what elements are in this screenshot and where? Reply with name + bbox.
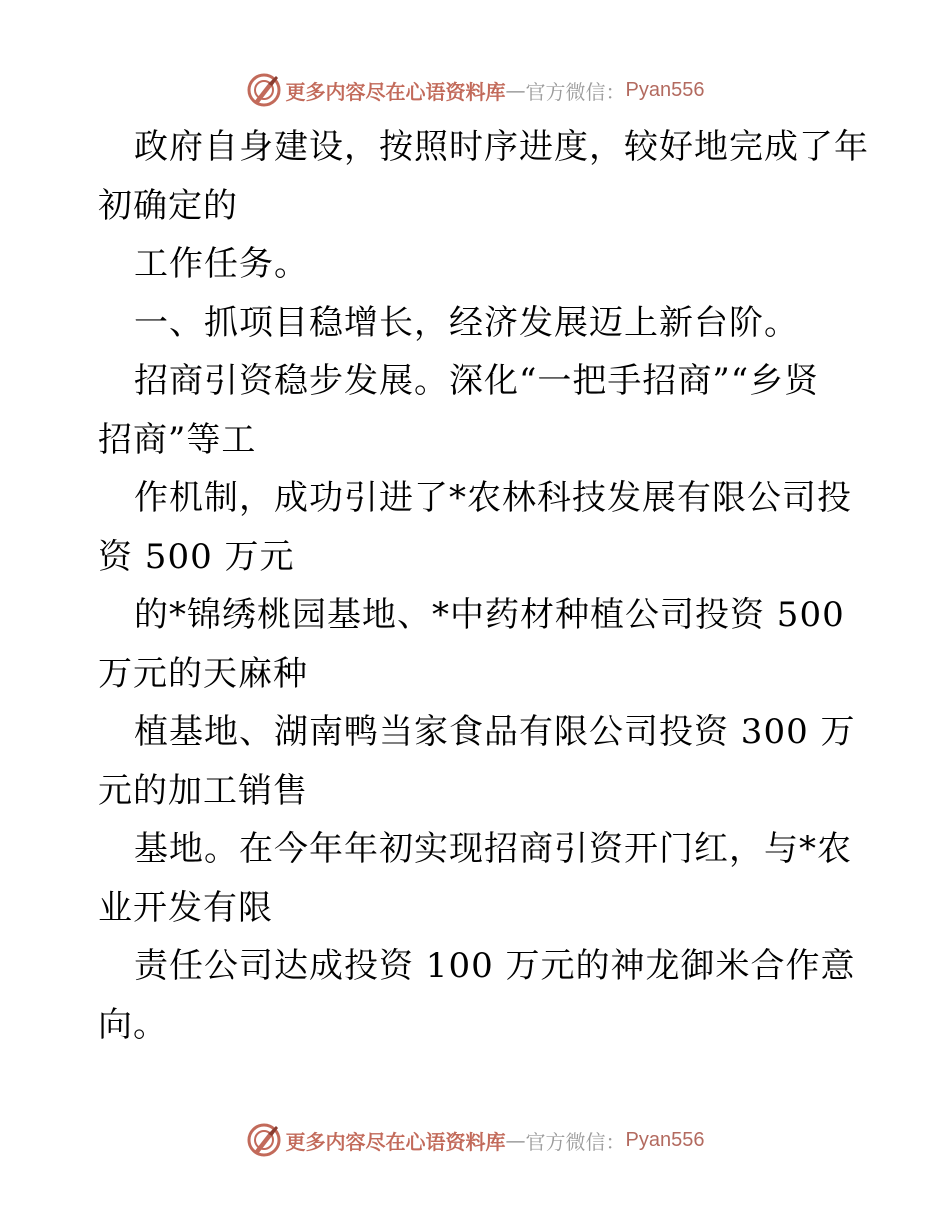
footer-wechat-id: Pyan556 bbox=[625, 1128, 705, 1151]
header-brand-text: 更多内容尽在心语资料库 bbox=[285, 79, 506, 104]
body-line: 工作任务。 bbox=[134, 244, 309, 284]
body-line: 初确定的 bbox=[98, 185, 238, 226]
body-line: 业开发有限 bbox=[98, 887, 273, 928]
body-line: 向。 bbox=[98, 1004, 168, 1045]
body-line: 招商引资稳步发展。深化“一把手招商”“乡贤 bbox=[134, 361, 820, 401]
header-wechat-id: Pyan556 bbox=[625, 78, 705, 101]
footer-wechat-label: 官方微信： bbox=[525, 1129, 626, 1154]
body-line: 万元的天麻种 bbox=[98, 653, 308, 694]
header-banner bbox=[0, 70, 950, 110]
footer-banner bbox=[0, 1120, 950, 1160]
body-line: 植基地、湖南鸭当家食品有限公司投资 300 万 bbox=[134, 712, 856, 752]
pen-logo-icon bbox=[246, 72, 282, 108]
body-line: 政府自身建设，按照时序进度，较好地完成了年 bbox=[134, 127, 869, 167]
body-line: 责任公司达成投资 100 万元的神龙御米合作意 bbox=[134, 946, 856, 986]
body-line: 基地。在今年年初实现招商引资开门红，与*农 bbox=[134, 829, 852, 869]
body-line: 元的加工销售 bbox=[98, 770, 308, 811]
body-line: 的*锦绣桃园基地、*中药材种植公司投资 500 bbox=[134, 595, 845, 635]
header-separator: — bbox=[505, 78, 526, 102]
body-line: 作机制，成功引进了*农林科技发展有限公司投 bbox=[134, 478, 852, 518]
body-line: 一、抓项目稳增长，经济发展迈上新台阶。 bbox=[134, 302, 799, 343]
pen-logo-icon bbox=[246, 1122, 282, 1158]
body-line: 资 500 万元 bbox=[98, 536, 295, 577]
footer-separator: — bbox=[505, 1128, 526, 1152]
footer-brand-text: 更多内容尽在心语资料库 bbox=[285, 1129, 506, 1154]
body-line: 招商”等工 bbox=[98, 419, 257, 460]
document-body bbox=[98, 118, 869, 1054]
header-wechat-label: 官方微信： bbox=[525, 79, 626, 104]
